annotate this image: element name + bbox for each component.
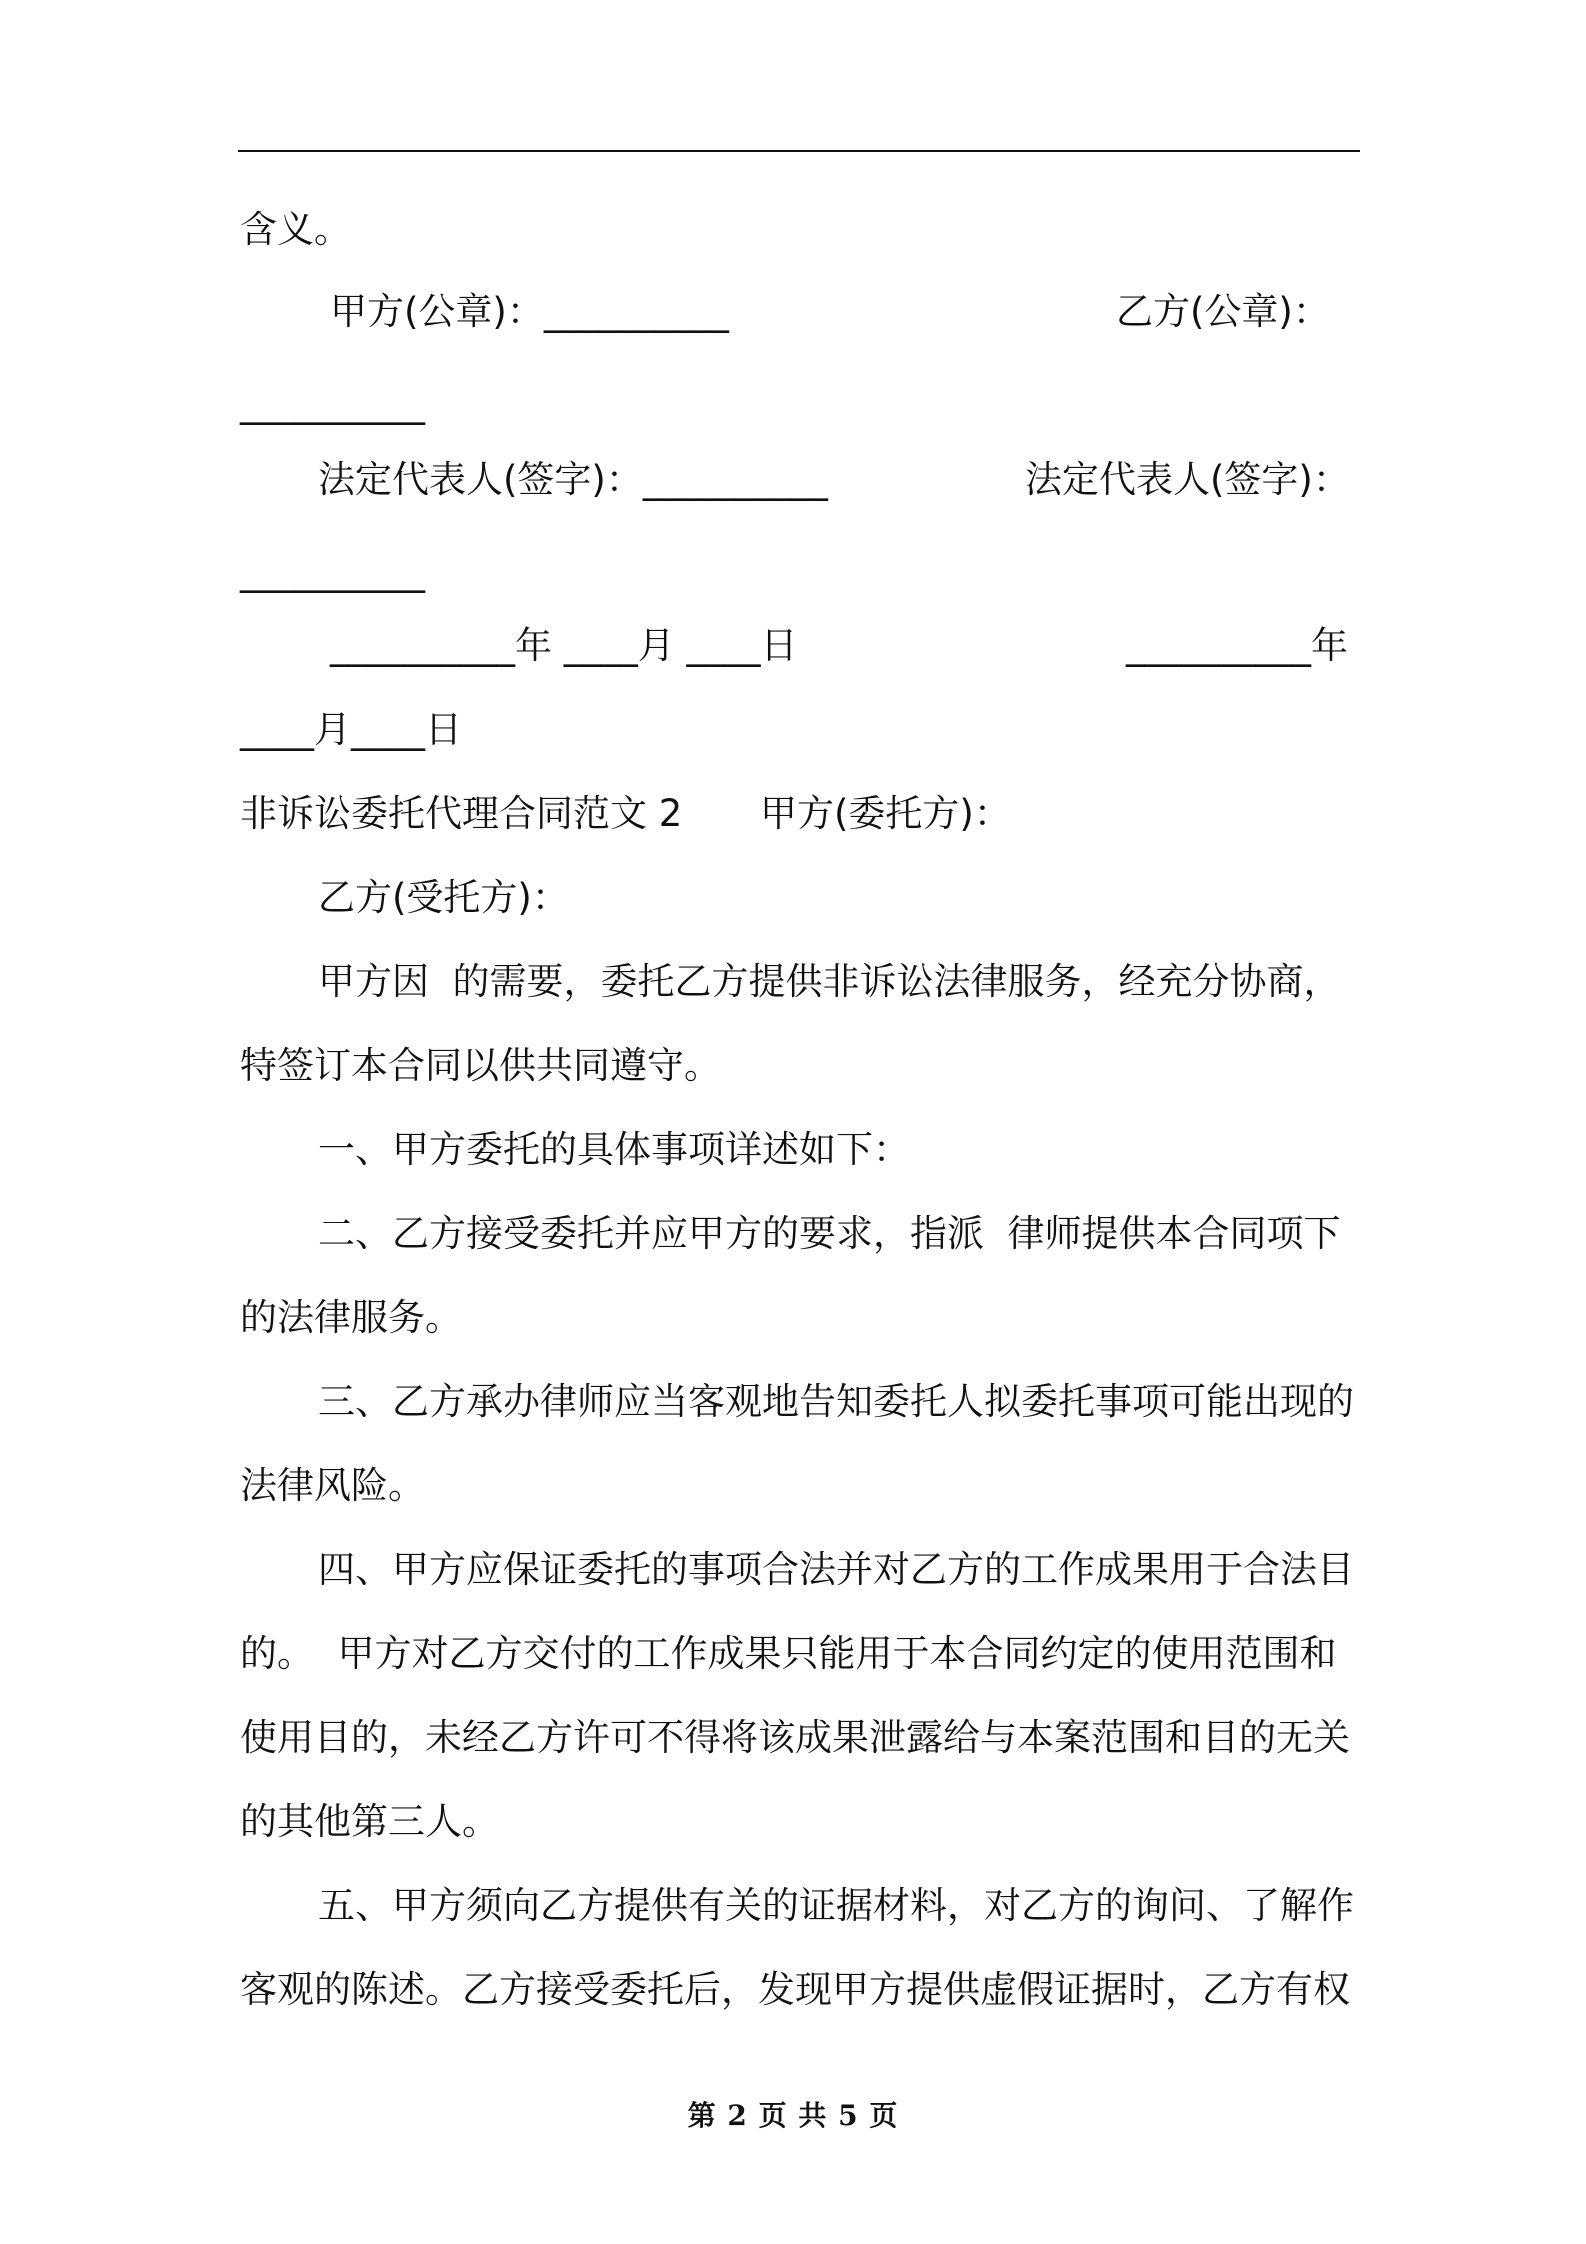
clause-4: 四、甲方应保证委托的事项合法并对乙方的工作成果用于合法目: [318, 1548, 1354, 1591]
paragraph-line: 的法律服务。: [240, 1296, 462, 1339]
party-b-seal-line: 乙方(公章)：: [1116, 290, 1330, 333]
clause-3: 三、乙方承办律师应当客观地告知委托人拟委托事项可能出现的: [318, 1380, 1354, 1423]
paragraph-line: 法律风险。: [240, 1464, 425, 1507]
clause-2: 二、乙方接受委托并应甲方的要求，指派 律师提供本合同项下: [318, 1212, 1341, 1255]
party-b-label: 乙方(受托方)：: [318, 876, 569, 919]
party-a-seal-line: 甲方(公章)：__________: [330, 290, 729, 333]
party-a-label: 甲方(委托方)：: [760, 792, 1011, 835]
clause-5: 五、甲方须向乙方提供有关的证据材料，对乙方的询问、了解作: [318, 1884, 1354, 1927]
party-b-date-line: __________年: [1126, 624, 1348, 667]
party-a-date-line: __________年 ____月 ____日: [330, 624, 798, 667]
party-b-rep-line: 法定代表人(签字)：: [1025, 458, 1350, 501]
paragraph-line: 客观的陈述。乙方接受委托后，发现甲方提供虚假证据时，乙方有权: [240, 1968, 1350, 2011]
paragraph-line: 的。 甲方对乙方交付的工作成果只能用于本合同约定的使用范围和: [240, 1632, 1337, 1675]
clause-1: 一、甲方委托的具体事项详述如下：: [318, 1128, 910, 1171]
text-line: 含义。: [240, 208, 351, 251]
signature-blank: __________: [240, 550, 425, 593]
section-title: 非诉讼委托代理合同范文 2: [240, 792, 683, 835]
paragraph-line: 甲方因 的需要，委托乙方提供非诉讼法律服务，经充分协商，: [318, 960, 1341, 1003]
header-rule: [238, 150, 1360, 152]
signature-blank: __________: [240, 382, 425, 425]
date-continuation: ____月____日: [240, 708, 462, 751]
paragraph-line: 的其他第三人。: [240, 1800, 499, 1843]
party-a-rep-line: 法定代表人(签字)：__________: [318, 458, 828, 501]
page-number: 第 2 页 共 5 页: [687, 2099, 899, 2132]
paragraph-line: 使用目的，未经乙方许可不得将该成果泄露给与本案范围和目的无关: [240, 1716, 1350, 1759]
paragraph-line: 特签订本合同以供共同遵守。: [240, 1044, 721, 1087]
